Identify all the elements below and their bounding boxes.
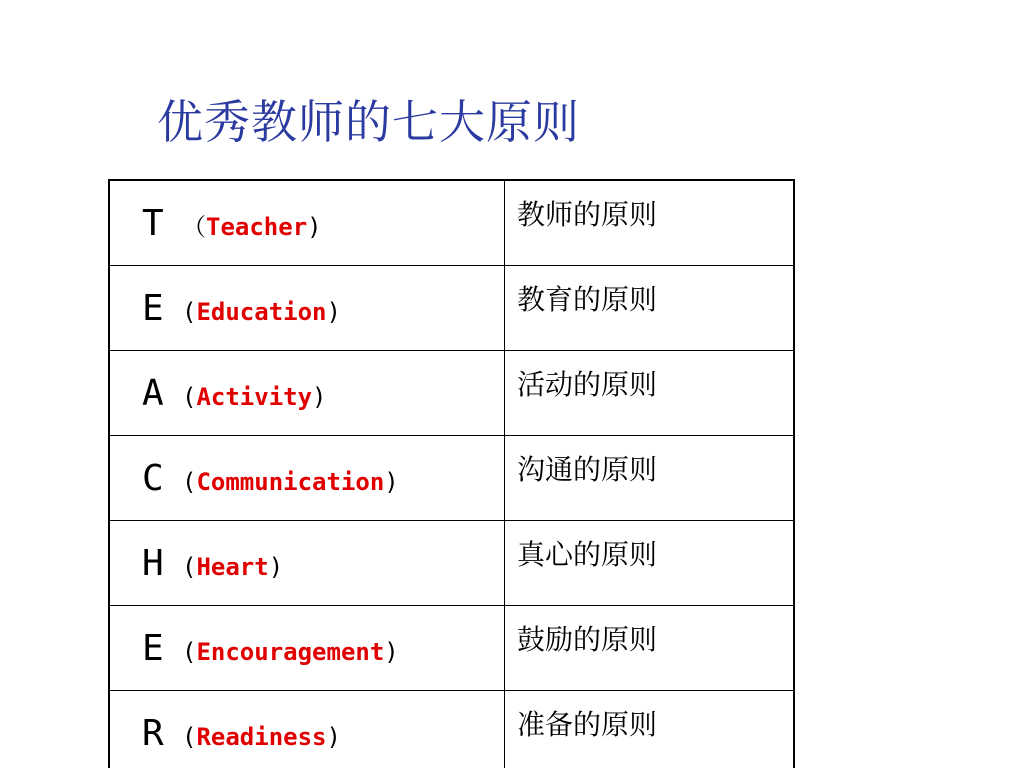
acronym-letter: E xyxy=(142,627,164,669)
acronym-letter: E xyxy=(142,287,164,329)
acronym-letter: A xyxy=(142,372,164,414)
close-paren: ) xyxy=(268,552,284,581)
close-paren: ) xyxy=(312,382,327,411)
english-word: Heart xyxy=(196,552,269,581)
open-paren: ( xyxy=(182,382,197,411)
acronym-cell xyxy=(109,266,505,351)
principle-cell: 鼓励的原则 xyxy=(505,606,795,691)
principle-cell: 沟通的原则 xyxy=(505,436,795,521)
acronym-letter: T xyxy=(142,202,164,244)
acronym-cell xyxy=(109,521,505,606)
open-paren: ( xyxy=(182,467,197,496)
table-row xyxy=(109,606,794,691)
english-word: Teacher xyxy=(206,212,308,241)
close-paren: ) xyxy=(326,297,341,326)
close-paren: ) xyxy=(326,722,341,751)
principle-cell: 教师的原则 xyxy=(505,180,795,266)
principle-cell: 活动的原则 xyxy=(505,351,795,436)
table-row xyxy=(109,521,794,606)
acronym-letter: H xyxy=(142,542,164,584)
principle-cell: 真心的原则 xyxy=(505,521,795,606)
acronym-letter: C xyxy=(142,457,164,499)
principle-cell: 准备的原则 xyxy=(505,691,795,768)
close-paren: ) xyxy=(307,212,322,241)
teacher-principles-table xyxy=(108,179,795,768)
open-paren: ( xyxy=(182,552,197,581)
open-paren: ( xyxy=(182,637,197,666)
open-paren: （ xyxy=(182,212,206,241)
english-word: Activity xyxy=(196,382,313,411)
principle-cell: 教育的原则 xyxy=(505,266,795,351)
acronym-cell xyxy=(109,180,505,266)
english-word: Readiness xyxy=(196,722,327,751)
acronym-cell xyxy=(109,351,505,436)
acronym-letter: R xyxy=(142,712,164,754)
acronym-cell xyxy=(109,691,505,768)
close-paren: ) xyxy=(384,467,399,496)
table-row xyxy=(109,266,794,351)
table-row xyxy=(109,691,794,768)
close-paren: ) xyxy=(384,637,399,666)
table-row xyxy=(109,180,794,266)
table-row xyxy=(109,436,794,521)
open-paren: ( xyxy=(182,722,197,751)
open-paren: ( xyxy=(182,297,197,326)
table-row xyxy=(109,351,794,436)
english-word: Encouragement xyxy=(196,637,385,666)
acronym-cell xyxy=(109,606,505,691)
english-word: Communication xyxy=(196,467,385,496)
slide-title: 优秀教师的七大原则 xyxy=(157,95,580,149)
acronym-cell xyxy=(109,436,505,521)
english-word: Education xyxy=(196,297,327,326)
